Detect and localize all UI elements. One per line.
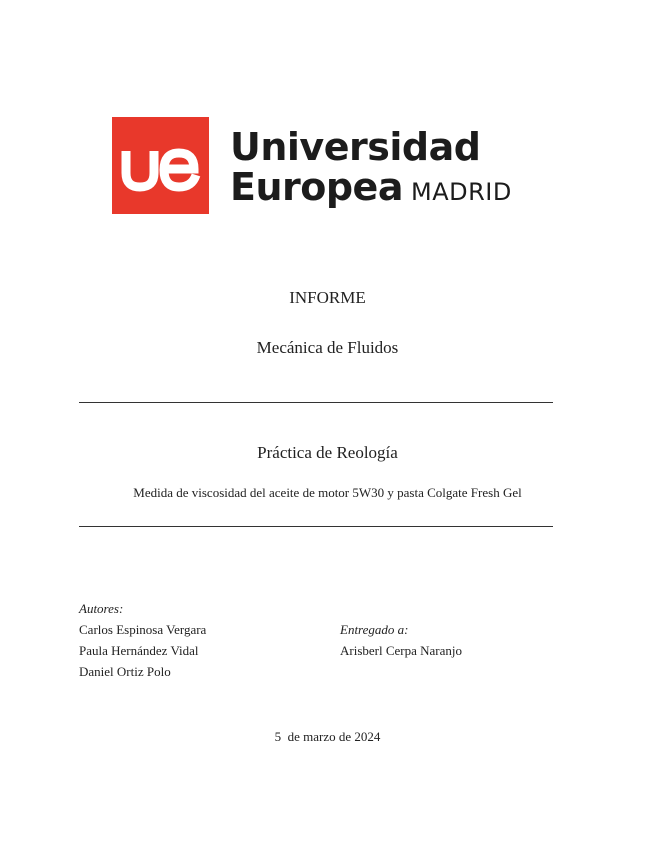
ue-logo-mark [112,117,209,214]
author-name: Paula Hernández Vidal [79,643,199,658]
logo-university-word: Universidad [230,125,481,169]
report-title: Práctica de Reología [257,443,398,462]
delivered-name: Arisberl Cerpa Naranjo [340,643,463,658]
report-date: 5 de marzo de 2024 [274,729,381,744]
author-name: Daniel Ortiz Polo [79,664,171,679]
logo-europea-word: Europea [230,165,403,209]
delivered-label: Entregado a: [340,622,409,637]
author-name: Carlos Espinosa Vergara [79,622,207,637]
report-subtitle: Medida de viscosidad del aceite de motor 5W30 y pasta Colgate Fresh Gel [133,485,522,500]
divider-bottom [79,526,553,527]
authors-label: Autores: [79,601,124,616]
authors-block [79,598,206,682]
divider-top [79,402,553,403]
report-type: INFORME [289,288,366,307]
university-logo [112,117,532,215]
course-name: Mecánica de Fluidos [256,338,399,357]
logo-europea-line [230,165,512,209]
delivered-block [340,619,462,661]
logo-city-word: MADRID [410,178,512,206]
ue-logo-icon [112,117,209,214]
